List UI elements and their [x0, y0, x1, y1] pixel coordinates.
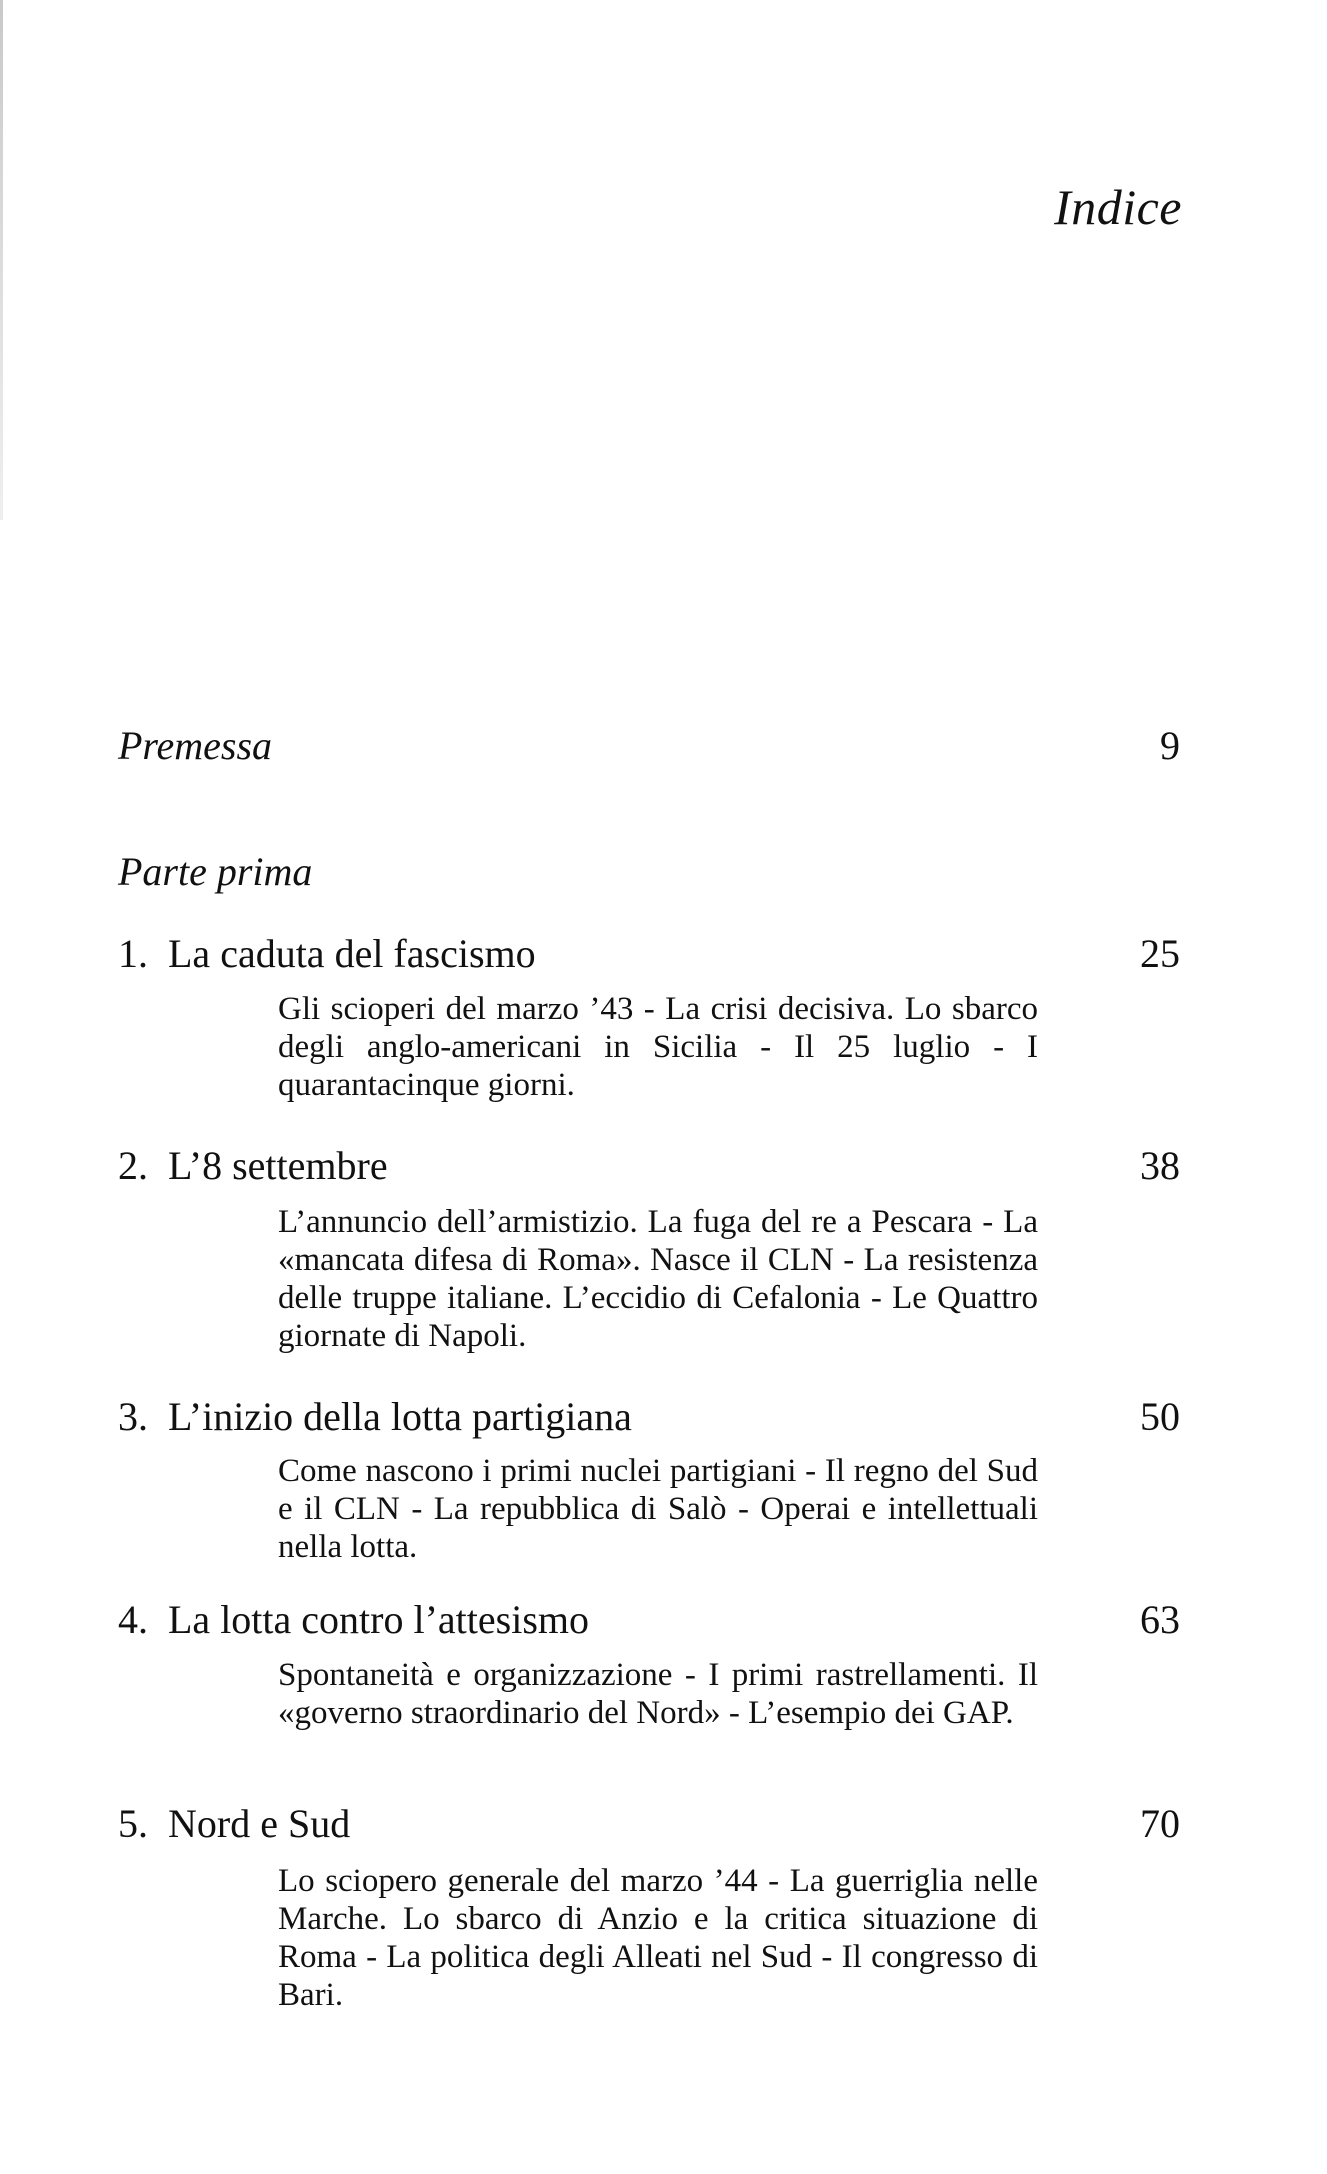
chapter-heading — [118, 930, 536, 977]
chapter-page: 63 — [1140, 1597, 1180, 1642]
chapter-entry — [118, 1393, 1180, 1440]
chapter-title: L’8 settembre — [168, 1143, 388, 1188]
chapter-page: 25 — [1140, 931, 1180, 976]
chapter-summary: Spontaneità e organizzazione - I primi rastrellamenti. Il «governo straordinario del Nord» - L’esempio dei GAP. — [278, 1657, 1038, 1731]
chapter-title: Nord e Sud — [168, 1801, 351, 1846]
page-title: Indice — [1054, 179, 1182, 235]
chapter-heading — [118, 1142, 388, 1189]
chapter-page: 38 — [1140, 1143, 1180, 1188]
premessa-page: 9 — [1160, 723, 1180, 768]
chapter-number: 3. — [118, 1394, 148, 1439]
chapter-heading — [118, 1800, 350, 1847]
chapter-number: 4. — [118, 1597, 148, 1642]
chapter-entry — [118, 1800, 1180, 1847]
scan-edge — [0, 0, 3, 520]
chapter-heading — [118, 1596, 589, 1643]
chapter-title: L’inizio della lotta partigiana — [168, 1394, 632, 1439]
chapter-heading — [118, 1393, 632, 1440]
chapter-number: 2. — [118, 1143, 148, 1188]
premessa-label: Premessa — [118, 723, 273, 768]
chapter-entry — [118, 1596, 1180, 1643]
chapter-page: 50 — [1140, 1394, 1180, 1439]
chapter-summary: Gli scioperi del marzo ’43 - La crisi decisiva. Lo sbarco degli anglo-americani in Sicilia - Il 25 luglio - I quarantacinque giorni. — [278, 991, 1038, 1103]
chapter-summary: Come nascono i primi nuclei partigiani - Il regno del Sud e il CLN - La repubblica di Salò - Operai e intellettuali nella lotta. — [278, 1453, 1038, 1565]
chapter-title: La lotta contro l’attesismo — [168, 1597, 589, 1642]
premessa-entry — [118, 722, 1180, 769]
chapter-summary: Lo sciopero generale del marzo ’44 - La guerriglia nelle Marche. Lo sbarco di Anzio e la critica situazione di Roma - La politica degli Alleati nel Sud - Il congresso di Bari. — [278, 1863, 1038, 2013]
part-heading: Parte prima — [118, 849, 313, 894]
chapter-number: 1. — [118, 931, 148, 976]
chapter-entry — [118, 930, 1180, 977]
chapter-title: La caduta del fascismo — [168, 931, 536, 976]
chapter-summary: L’annuncio dell’armistizio. La fuga del re a Pescara - La «mancata difesa di Roma». Nasce il CLN - La resistenza delle truppe italiane. L’eccidio di Cefalonia - Le Quattro giornate di Napoli. — [278, 1204, 1038, 1354]
chapter-page: 70 — [1140, 1801, 1180, 1846]
chapter-entry — [118, 1142, 1180, 1189]
chapter-number: 5. — [118, 1801, 148, 1846]
